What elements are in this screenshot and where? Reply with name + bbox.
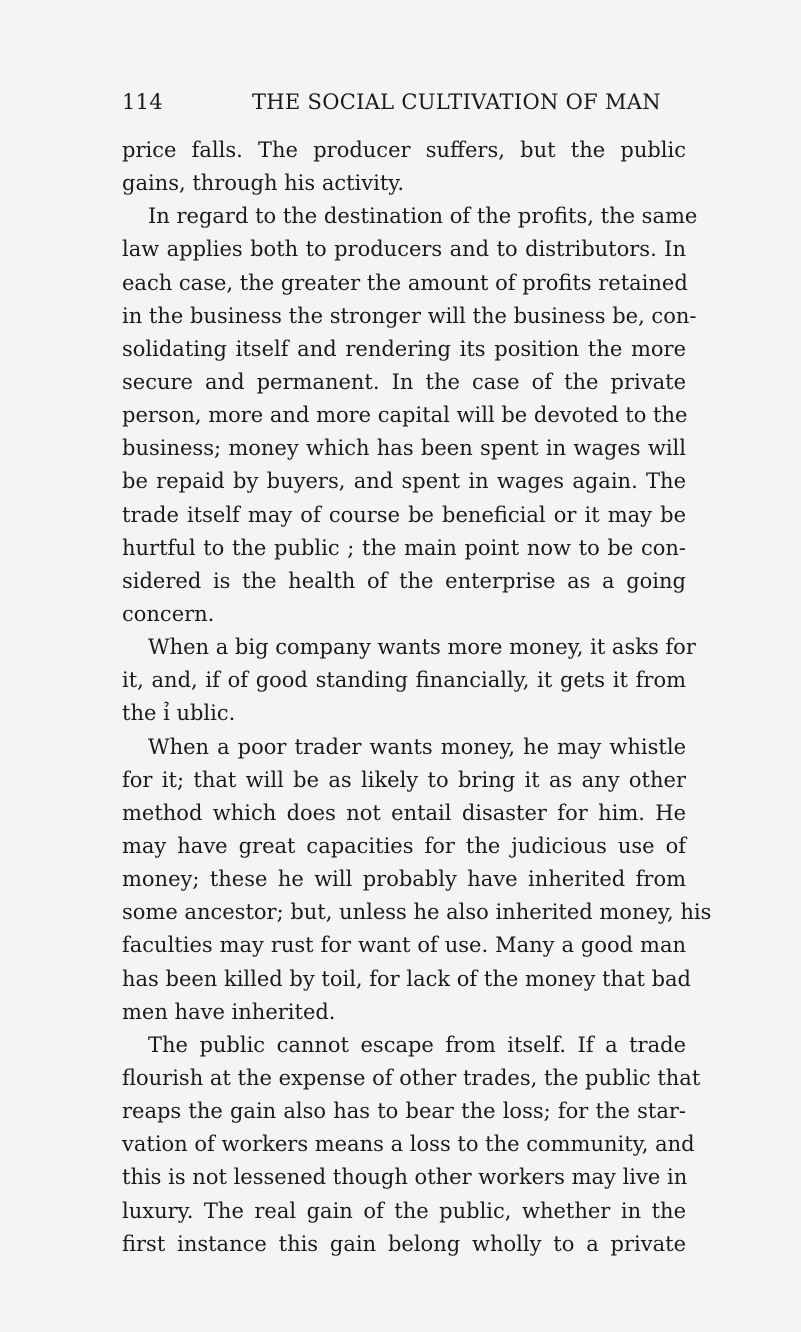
text-line: When a big company wants more money, it asks for xyxy=(148,635,696,660)
text-line: be repaid by buyers, and spent in wages again. The xyxy=(122,469,686,494)
text-line: some ancestor; but, unless he also inherited money, his xyxy=(122,900,712,925)
body-text xyxy=(122,134,712,1261)
text-line: flourish at the expense of other trades, the public that xyxy=(122,1065,701,1090)
text-line: gains, through his activity. xyxy=(122,171,405,196)
chapter-title: THE SOCIAL CULTIVATION OF MAN xyxy=(252,90,661,114)
text-line: sidered is the health of the enterprise as a going xyxy=(122,568,686,593)
text-line: each case, the greater the amount of profits retained xyxy=(122,270,688,295)
text-line: The public cannot escape from itself. If a trade xyxy=(148,1032,686,1057)
text-line: first instance this gain belong wholly to a private xyxy=(122,1231,686,1256)
text-line: the ỉ ublic. xyxy=(122,701,236,726)
text-line: hurtful to the public ; the main point now to be con- xyxy=(122,535,686,560)
page-number: 114 xyxy=(122,90,163,114)
text-line: money; these he will probably have inherited from xyxy=(122,867,686,892)
text-line: trade itself may of course be beneficial or it may be xyxy=(122,502,686,527)
text-line: it, and, if of good standing financially, it gets it from xyxy=(122,668,686,693)
text-line: reaps the gain also has to bear the loss; for the star- xyxy=(122,1099,686,1124)
text-line: price falls. The producer suffers, but the public xyxy=(122,138,686,162)
text-line: in the business the stronger will the business be, con- xyxy=(122,303,697,328)
running-header xyxy=(122,90,682,116)
text-line: men have inherited. xyxy=(122,999,336,1024)
text-line: this is not lessened though other workers may live in xyxy=(122,1165,688,1190)
text-line: secure and permanent. In the case of the private xyxy=(122,369,686,394)
text-line: faculties may rust for want of use. Many a good man xyxy=(122,933,686,958)
text-line: for it; that will be as likely to bring it as any other xyxy=(122,767,686,792)
text-line: concern. xyxy=(122,601,215,626)
text-line: person, more and more capital will be devoted to the xyxy=(122,403,688,428)
text-line: vation of workers means a loss to the community, and xyxy=(122,1132,695,1157)
text-line: In regard to the destination of the profits, the same xyxy=(148,204,698,229)
text-line: luxury. The real gain of the public, whether in the xyxy=(122,1198,686,1223)
text-line: law applies both to producers and to distributors. In xyxy=(122,237,686,262)
text-line: has been killed by toil, for lack of the money that bad xyxy=(122,966,691,991)
text-line: When a poor trader wants money, he may whistle xyxy=(148,734,686,759)
text-line: business; money which has been spent in wages will xyxy=(122,436,686,461)
text-line: may have great capacities for the judicious use of xyxy=(122,833,686,858)
text-line: method which does not entail disaster for him. He xyxy=(122,800,686,825)
text-line: solidating itself and rendering its position the more xyxy=(122,336,686,361)
